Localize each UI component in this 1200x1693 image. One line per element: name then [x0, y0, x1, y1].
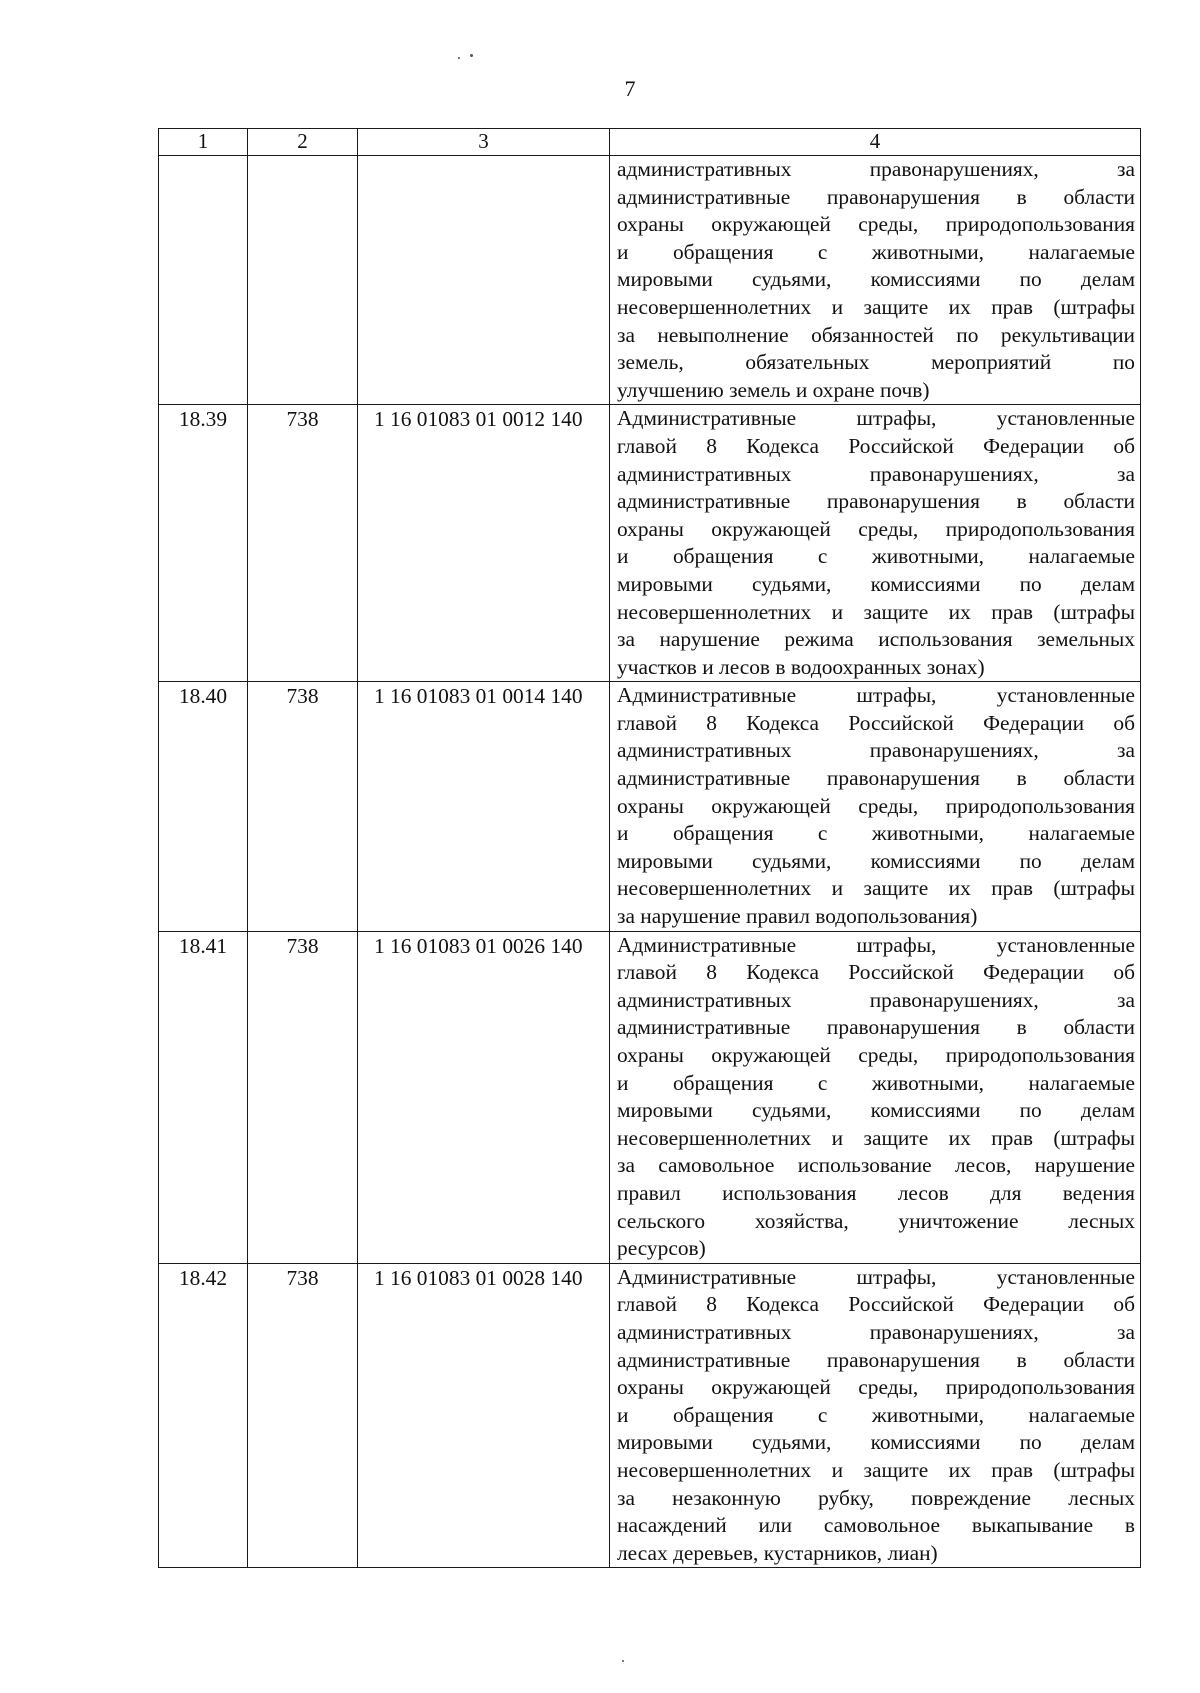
description-line: Административные штрафы, установленные — [617, 683, 1135, 708]
budget-codes-table — [158, 128, 1141, 1568]
row-number-cell: 18.42 — [159, 1263, 248, 1568]
description-line: за нарушение режима использования земельных — [617, 627, 1135, 652]
description-line: и обращения с животными, налагаемые — [617, 544, 1135, 569]
column-header-2: 2 — [248, 129, 358, 156]
description-line: мировыми судьями, комиссиями по делам — [617, 848, 1135, 873]
administrator-code-cell: 738 — [248, 1263, 358, 1568]
description-line: охраны окружающей среды, природопользования — [617, 793, 1135, 818]
column-header-3: 3 — [358, 129, 610, 156]
description-cell — [610, 405, 1141, 682]
description-line: административные правонарушения в области — [617, 1015, 1135, 1040]
description-line: административных правонарушениях, за — [617, 1319, 1135, 1344]
description-line: за незаконную рубку, повреждение лесных — [617, 1485, 1135, 1510]
administrator-code-cell — [248, 156, 358, 405]
description-line: главой 8 Кодекса Российской Федерации об — [617, 433, 1135, 458]
row-number-cell: 18.41 — [159, 931, 248, 1263]
description-line: мировыми судьями, комиссиями по делам — [617, 571, 1135, 596]
description-line: административные правонарушения в области — [617, 184, 1135, 209]
administrator-code-cell: 738 — [248, 682, 358, 931]
row-number-cell: 18.39 — [159, 405, 248, 682]
table-row — [159, 931, 1141, 1263]
description-line: охраны окружающей среды, природопользования — [617, 1043, 1135, 1067]
table-row — [159, 1263, 1141, 1568]
description-line: административные правонарушения в области — [617, 766, 1135, 791]
description-line: участков и лесов в водоохранных зонах) — [617, 654, 985, 679]
description-line: за невыполнение обязанностей по рекультивации — [617, 322, 1135, 347]
budget-classification-code-cell: 1 16 01083 01 0028 140 — [358, 1263, 610, 1568]
table-row — [159, 682, 1141, 931]
description-line: несовершеннолетних и защите их прав (штрафы — [617, 294, 1135, 319]
description-line: административных правонарушениях, за — [617, 461, 1135, 486]
description-line: и обращения с животными, налагаемые — [617, 1402, 1135, 1427]
description-line: несовершеннолетних и защите их прав (штрафы — [617, 876, 1135, 901]
description-cell — [610, 1263, 1141, 1568]
description-line: земель, обязательных мероприятий по — [617, 350, 1135, 375]
description-line: и обращения с животными, налагаемые — [617, 239, 1135, 264]
description-cell — [610, 682, 1141, 931]
description-line: правил использования лесов для ведения — [617, 1180, 1135, 1205]
description-line: и обращения с животными, налагаемые — [617, 821, 1135, 846]
budget-classification-code-cell: 1 16 01083 01 0026 140 — [358, 931, 610, 1263]
description-line: административных правонарушениях, за — [617, 987, 1135, 1012]
description-line: административные правонарушения в области — [617, 489, 1135, 514]
budget-classification-code-cell: 1 16 01083 01 0014 140 — [358, 682, 610, 931]
administrator-code-cell: 738 — [248, 405, 358, 682]
description-line: административных правонарушениях, за — [617, 157, 1135, 181]
description-line: несовершеннолетних и защите их прав (штрафы — [617, 1125, 1135, 1150]
description-line: за самовольное использование лесов, нарушение — [617, 1153, 1135, 1178]
scan-speck — [470, 54, 473, 57]
row-number-cell: 18.40 — [159, 682, 248, 931]
description-line: административных правонарушениях, за — [617, 738, 1135, 763]
description-line: охраны окружающей среды, природопользования — [617, 212, 1135, 237]
description-line: главой 8 Кодекса Российской Федерации об — [617, 1292, 1135, 1317]
description-line: мировыми судьями, комиссиями по делам — [617, 1430, 1135, 1455]
column-header-1: 1 — [159, 129, 248, 156]
description-line: Административные штрафы, установленные — [617, 932, 1135, 957]
description-line: мировыми судьями, комиссиями по делам — [617, 1098, 1135, 1123]
description-line: лесах деревьев, кустарников, лиан) — [617, 1540, 938, 1565]
table-header-row — [159, 129, 1141, 156]
description-line: охраны окружающей среды, природопользования — [617, 1375, 1135, 1400]
description-line: главой 8 Кодекса Российской Федерации об — [617, 960, 1135, 985]
description-line: Административные штрафы, установленные — [617, 406, 1135, 431]
budget-classification-code-cell — [358, 156, 610, 405]
description-line: улучшению земель и охране почв) — [617, 377, 930, 402]
scan-speck — [622, 1660, 624, 1662]
description-line: и обращения с животными, налагаемые — [617, 1070, 1135, 1095]
description-line: несовершеннолетних и защите их прав (штрафы — [617, 599, 1135, 624]
description-cell — [610, 931, 1141, 1263]
table-body — [159, 156, 1141, 1568]
description-cell — [610, 156, 1141, 405]
budget-classification-code-cell: 1 16 01083 01 0012 140 — [358, 405, 610, 682]
administrator-code-cell: 738 — [248, 931, 358, 1263]
table-row — [159, 405, 1141, 682]
table-row — [159, 156, 1141, 405]
description-line: главой 8 Кодекса Российской Федерации об — [617, 710, 1135, 735]
description-line: административные правонарушения в области — [617, 1347, 1135, 1372]
description-line: насаждений или самовольное выкапывание в — [617, 1513, 1135, 1538]
description-line: несовершеннолетних и защите их прав (штрафы — [617, 1457, 1135, 1482]
column-header-4: 4 — [610, 129, 1141, 156]
description-line: мировыми судьями, комиссиями по делам — [617, 267, 1135, 292]
row-number-cell — [159, 156, 248, 405]
page-number: 7 — [624, 76, 636, 101]
description-line: Административные штрафы, установленные — [617, 1264, 1135, 1289]
description-line: ресурсов) — [617, 1236, 706, 1261]
description-line: сельского хозяйства, уничтожение лесных — [617, 1208, 1135, 1233]
scan-speck — [458, 57, 460, 59]
description-line: за нарушение правил водопользования) — [617, 904, 978, 929]
description-line: охраны окружающей среды, природопользования — [617, 516, 1135, 541]
